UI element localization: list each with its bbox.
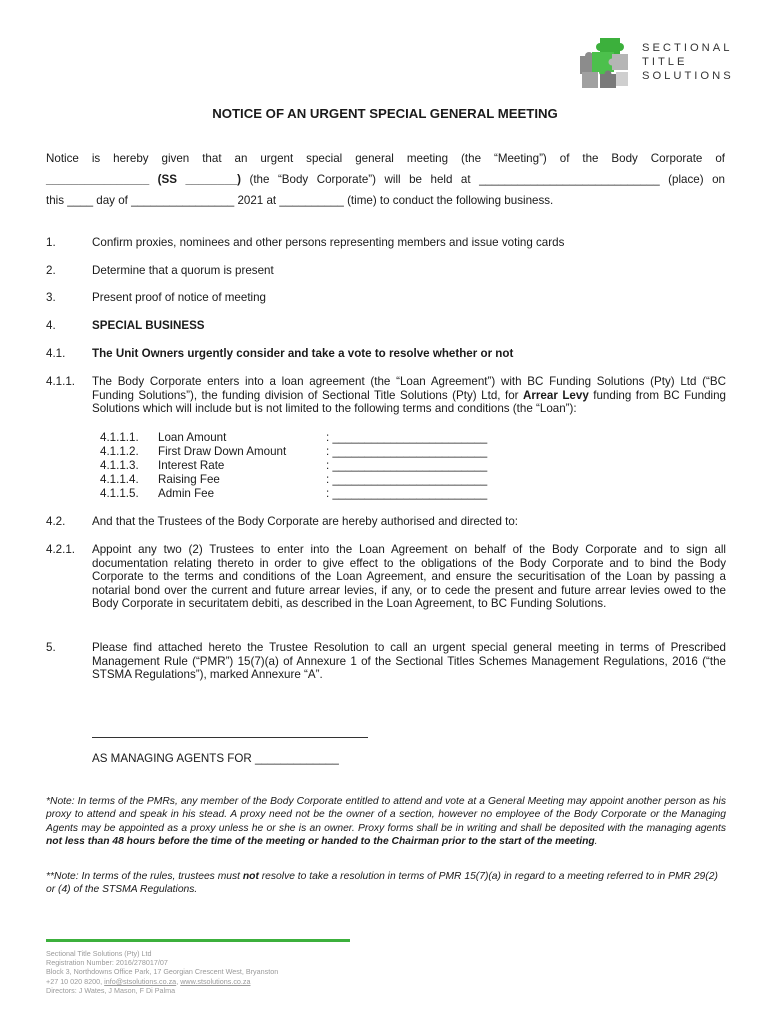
item-text: Determine that a quorum is present xyxy=(92,264,274,277)
item-text: Present proof of notice of meeting xyxy=(92,291,267,304)
loan-term-number: 4.1.1.3. xyxy=(100,459,139,472)
note-bold-text: not less than 48 hours before the time of the meeting or handed to the Chairman prior to the start of the meeting xyxy=(46,836,595,848)
arrear-levy-bold: Arrear Levy xyxy=(523,388,589,402)
item-number: 4.1.1. xyxy=(46,375,76,388)
footer-website-link[interactable]: www.stsolutions.co.za xyxy=(180,976,251,986)
item-number: 4.2. xyxy=(46,515,66,528)
footer-registration: Registration Number: 2016/278017/07 xyxy=(46,958,168,968)
loan-term-value: : ________________________ xyxy=(326,487,488,500)
item-number: 2. xyxy=(46,264,56,277)
puzzle-logo-icon xyxy=(578,36,632,90)
item-text: Confirm proxies, nominees and other persons representing members and issue voting cards xyxy=(92,236,565,249)
loan-term-number: 4.1.1.1. xyxy=(100,431,139,444)
footer-email-link[interactable]: info@stsolutions.co.za xyxy=(104,976,177,986)
item-text: The Unit Owners urgently consider and take a vote to resolve whether or not xyxy=(92,347,514,360)
trustee-note xyxy=(46,870,726,897)
item-number: 4. xyxy=(46,319,56,332)
note-text: resolve to take a resolution in terms of PMR 15(7)(a) in regard to a meeting referred to in PMR 29(2) or (4) of the STSMA Regulations. xyxy=(46,871,718,896)
note-text: *Note: In terms of the PMRs, any member of the Body Corporate entitled to attend and vote at a General Meeting may appoint another person as his proxy to attend and speak in his stead. A proxy need not be the owner of a section, however no employee of the Body Corporate or the Managing Agents may be appointed as a proxy unless he or she is an owner. Proxy forms shall be in writing and shall be deposited with the managing agents xyxy=(46,796,726,834)
footer-address: Block 3, Northdowns Office Park, 17 Georgian Crescent West, Bryanston xyxy=(46,967,279,977)
company-logo xyxy=(578,36,738,90)
item-number: 3. xyxy=(46,291,56,304)
footer-separator: , xyxy=(176,976,181,986)
intro-line-2-rest: (the “Body Corporate”) will be held at ____________________________ (place) on xyxy=(240,173,725,186)
logo-line-3: SOLUTIONS xyxy=(642,70,734,82)
logo-line-2: TITLE xyxy=(642,56,688,68)
item-number: 4.1. xyxy=(46,347,66,360)
intro-line-1: Notice is hereby given that an urgent special general meeting (the “Meeting”) of the Body Corporate of xyxy=(46,152,725,165)
item-number: 4.2.1. xyxy=(46,543,76,556)
loan-term-label: Loan Amount xyxy=(158,431,227,444)
item-text: SPECIAL BUSINESS xyxy=(92,319,205,332)
footer-divider xyxy=(46,939,350,942)
footer xyxy=(46,949,278,995)
proxy-note xyxy=(46,795,726,849)
loan-term-label: Admin Fee xyxy=(158,487,215,500)
footer-company: Sectional Title Solutions (Pty) Ltd xyxy=(46,949,152,958)
loan-term-label: Interest Rate xyxy=(158,459,225,472)
note-text: **Note: In terms of the rules, trustees must xyxy=(46,871,243,882)
item-text: Appoint any two (2) Trustees to enter into the Loan Agreement on behalf of the Body Corporate and to sign all documentation relating thereto in order to give effect to the obligations of the Body Corporate and to bind the Body Corporate to the terms and conditions of the Loan Agreement, and ensure the securitisation of the Loan by passing a notarial bond over the current and future arrear levies, if any, or to cede the present and future arrear levies owed to the Body Corporate in securitatem debiti, as described in the Loan Agreement, to BC Funding Solutions. xyxy=(92,543,726,611)
note-text: . xyxy=(594,836,598,848)
loan-term-value: : ________________________ xyxy=(326,459,488,472)
document-title: NOTICE OF AN URGENT SPECIAL GENERAL MEETING xyxy=(212,106,558,121)
loan-term-number: 4.1.1.5. xyxy=(100,487,139,500)
intro-line-2 xyxy=(46,169,725,190)
note-bold-text: not xyxy=(242,871,259,882)
intro-line-3: this ____ day of ________________ 2021 at __________ (time) to conduct the following business. xyxy=(46,194,554,207)
signature-line xyxy=(92,737,368,738)
item-text: And that the Trustees of the Body Corporate are hereby authorised and directed to: xyxy=(92,515,519,528)
loan-term-number: 4.1.1.4. xyxy=(100,473,139,486)
loan-term-value: : ________________________ xyxy=(326,445,488,458)
body-corporate-blank: ________________ (SS ________) xyxy=(46,173,241,186)
loan-term-number: 4.1.1.2. xyxy=(100,445,139,458)
footer-phone: +27 10 020 8200, xyxy=(46,976,105,986)
item-text-part: funding from BC Funding Solutions which will include but is not limited to the following terms and conditions (the “Loan”): xyxy=(92,388,726,416)
loan-term-value: : ________________________ xyxy=(326,473,488,486)
item-number: 1. xyxy=(46,236,56,249)
item-text: Please find attached hereto the Trustee Resolution to call an urgent special general meeting in terms of Prescribed Management Rule (“PMR”) 15(7)(a) of Annexure 1 of the Sectional Titles Schemes Management Regulations, 2016 (“the STSMA Regulations”), marked Annexure “A”. xyxy=(92,641,726,682)
item-number: 5. xyxy=(46,641,56,654)
loan-term-value: : ________________________ xyxy=(326,431,488,444)
item-text-part: The Body Corporate enters into a loan agreement (the “Loan Agreement”) with BC Funding Solutions (Pty) Ltd (“BC Funding Solutions”), the funding division of Sectional Title Solutions (Pty) Ltd, for xyxy=(92,375,726,402)
footer-directors: Directors: J Wates, J Mason, F Di Palma xyxy=(46,985,176,995)
managing-agents-label: AS MANAGING AGENTS FOR _____________ xyxy=(92,752,339,765)
loan-term-label: Raising Fee xyxy=(158,473,220,486)
item-text xyxy=(92,375,726,416)
logo-wordmark xyxy=(642,41,734,83)
footer-contact xyxy=(46,977,278,986)
loan-term-label: First Draw Down Amount xyxy=(158,445,287,458)
logo-line-1: SECTIONAL xyxy=(642,42,733,54)
